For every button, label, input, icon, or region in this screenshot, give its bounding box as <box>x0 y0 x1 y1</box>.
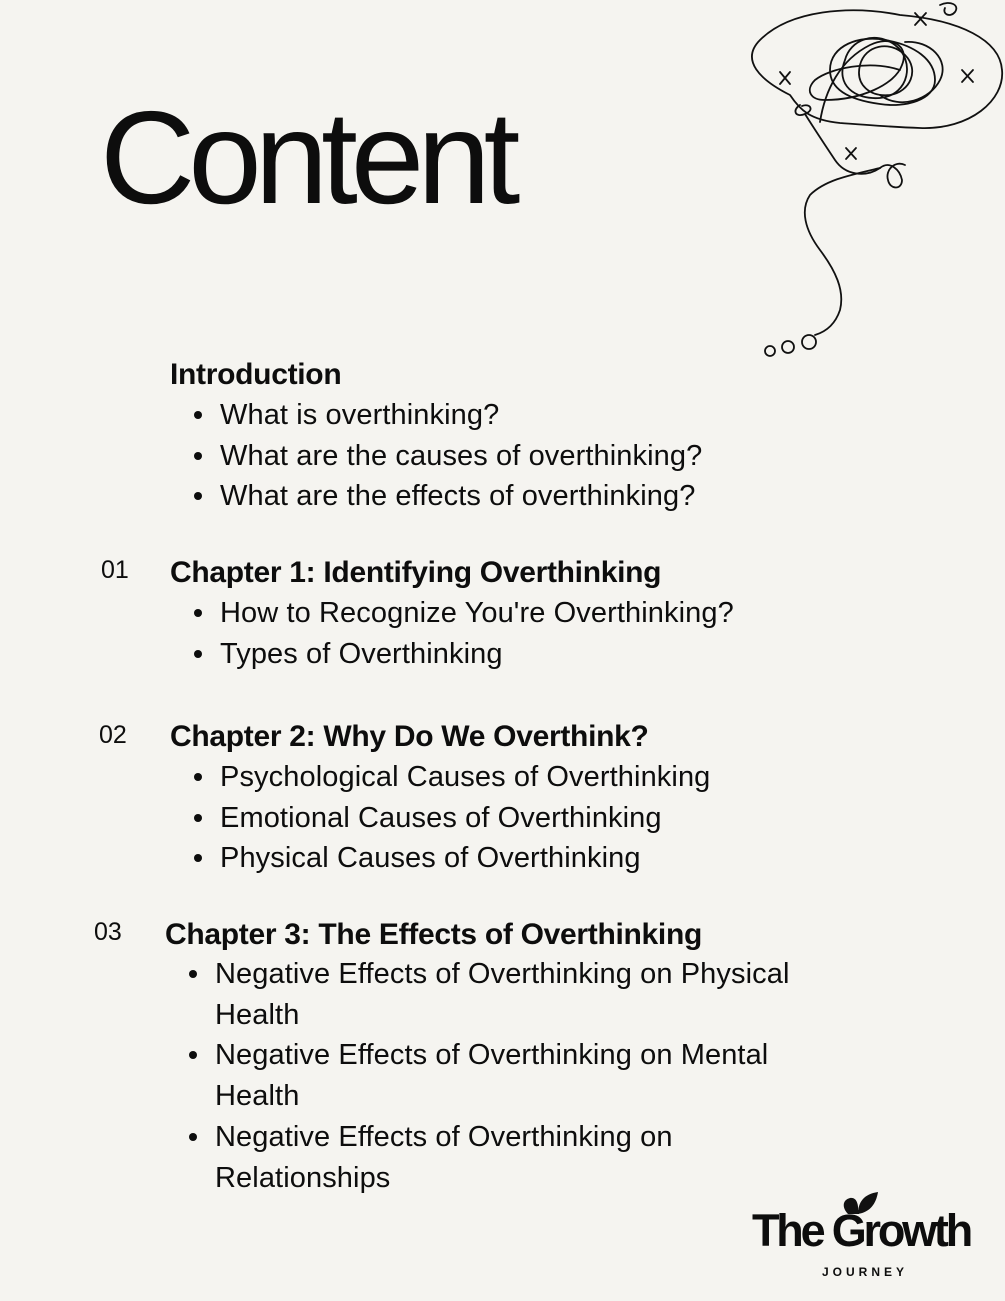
tangled-thought-bubble-icon <box>730 0 1005 370</box>
section-item-list <box>165 954 790 1198</box>
brand-logo <box>752 1190 992 1280</box>
section-item-list <box>170 757 710 879</box>
list-item: Types of Overthinking <box>170 634 734 675</box>
section-heading: Introduction <box>170 358 342 391</box>
logo-name: The Growth <box>752 1205 970 1256</box>
section-heading: Chapter 1: Identifying Overthinking <box>170 556 662 589</box>
list-item: Physical Causes of Overthinking <box>170 838 710 879</box>
list-item: Negative Effects of Overthinking on Physical Health <box>165 954 790 1035</box>
section-heading: Chapter 3: The Effects of Overthinking <box>165 918 703 951</box>
section-heading: Chapter 2: Why Do We Overthink? <box>170 720 649 753</box>
list-item: Emotional Causes of Overthinking <box>170 798 710 839</box>
list-item: Psychological Causes of Overthinking <box>170 757 710 798</box>
page-title: Content <box>100 84 514 231</box>
list-item: Negative Effects of Overthinking on Mental Health <box>165 1035 790 1116</box>
list-item: How to Recognize You're Overthinking? <box>170 593 734 634</box>
section-item-list <box>170 593 734 674</box>
chapter-number: 02 <box>99 721 127 749</box>
list-item: What is overthinking? <box>170 395 702 436</box>
list-item: What are the effects of overthinking? <box>170 476 702 517</box>
chapter-number: 03 <box>94 918 122 946</box>
chapter-number: 01 <box>101 556 129 584</box>
logo-tagline: JOURNEY <box>822 1265 909 1279</box>
list-item: What are the causes of overthinking? <box>170 436 702 477</box>
section-item-list <box>170 395 702 517</box>
list-item: Negative Effects of Overthinking on Relationships <box>165 1117 790 1198</box>
